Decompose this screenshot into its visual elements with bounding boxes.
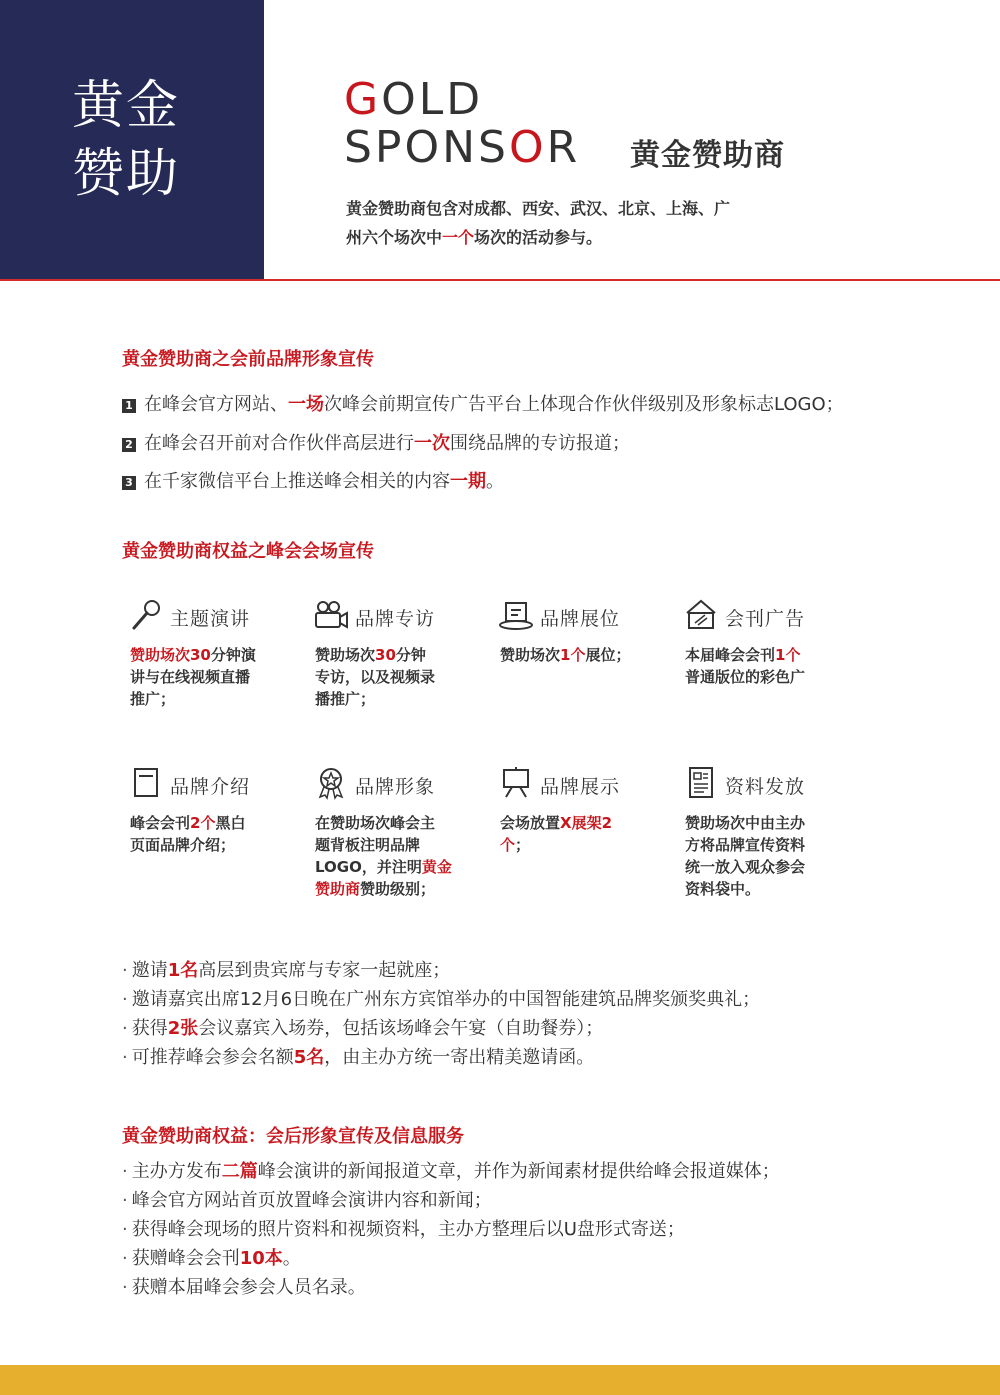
card-description: 本届峰会会刊1个 普通版位的彩色广 [685,646,806,686]
benefit-card-brand-image [307,764,482,900]
card-description: 赞助场次中由主办 方将品牌宣传资料 统一放入观众参会 资料袋中。 [685,814,806,898]
header-block-line1: 黄金 [72,76,181,136]
card-title: 品牌展示 [540,776,621,798]
number-badge: 1 [122,399,136,413]
x-banner-icon [498,766,534,800]
card-description: 在赞助场次峰会主 题背板注明品牌 LOGO，并注明黄金 赞助商赞助级别； [315,814,452,898]
card-description: 峰会会刊2个黑白 页面品牌介绍； [130,814,246,854]
list-item: · 邀请1名高层到贵宾席与专家一起就座； [122,960,451,981]
section3-title: 黄金赞助商权益：会后形象宣传及信息服务 [122,1126,464,1147]
award-icon [313,766,349,800]
list-item: · 获赠本届峰会参会人员名录。 [122,1277,366,1298]
section2-title: 黄金赞助商权益之峰会会场宣传 [122,541,374,562]
document-icon [128,766,164,800]
brochure-icon [683,766,719,800]
card-title: 品牌形象 [355,776,436,798]
list-item: · 主办方发布二篇峰会演讲的新闻报道文章，并作为新闻素材提供给峰会报道媒体； [122,1161,780,1182]
card-title: 会刊广告 [725,608,806,630]
card-title: 品牌专访 [355,608,436,630]
magazine-icon [683,598,719,632]
english-title-line1: GOLD [344,74,484,125]
list-item: · 获得峰会现场的照片资料和视频资料，主办方整理后以U盘形式寄送； [122,1219,685,1240]
number-badge: 3 [122,476,136,490]
card-description: 赞助场次1个展位； [500,646,631,664]
card-title: 品牌展位 [540,608,621,630]
benefit-card-materials [677,764,852,900]
list-item: · 获得2张会议嘉宾入场券，包括该场峰会午宴（自助餐券）； [122,1018,604,1039]
list-item: · 可推荐峰会参会名额5名，由主办方统一寄出精美邀请函。 [122,1047,595,1068]
benefit-card-keynote [122,596,297,710]
footer-bar [0,1365,1000,1395]
benefit-card-brand-display [492,764,667,856]
card-description: 赞助场次30分钟演 讲与在线视频直播 推广； [130,646,256,708]
list-item: · 邀请嘉宾出席12月6日晚在广州东方宾馆举办的中国智能建筑品牌奖颁奖典礼； [122,989,761,1010]
section1-title: 黄金赞助商之会前品牌形象宣传 [122,349,374,370]
list-item: · 获赠峰会会刊10本。 [122,1248,301,1269]
header-title-block [0,0,264,279]
list-item: 2 在峰会召开前对合作伙伴高层进行一次围绕品牌的专访报道； [122,429,630,455]
english-title-line2: SPONSOR [344,122,581,173]
header-block-line2: 赞助 [72,144,181,204]
header-divider [0,279,1000,281]
card-description: 赞助场次30分钟 专访，以及视频录 播推广； [315,646,436,708]
card-description: 会场放置X展架2 个； [500,814,613,854]
card-title: 品牌介绍 [170,776,251,798]
benefit-card-magazine-ad [677,596,852,688]
list-item: 3 在千家微信平台上推送峰会相关的内容一期。 [122,467,504,493]
booth-icon [498,598,534,632]
number-badge: 2 [122,438,136,452]
chinese-title: 黄金赞助商 [630,138,785,173]
intro-text: 黄金赞助商包含对成都、西安、武汉、北京、上海、广 州六个场次中一个场次的活动参与。 [346,199,731,247]
card-title: 资料发放 [725,776,806,798]
card-title: 主题演讲 [170,608,251,630]
list-item: 1 在峰会官方网站、一场次峰会前期宣传广告平台上体现合作伙伴级别及形象标志LOGO； [122,390,844,416]
benefit-card-interview [307,596,482,710]
video-camera-icon [313,598,349,632]
microphone-icon [128,598,164,632]
benefit-card-brand-intro [122,764,297,856]
benefit-card-booth [492,596,667,666]
list-item: · 峰会官方网站首页放置峰会演讲内容和新闻； [122,1190,492,1211]
